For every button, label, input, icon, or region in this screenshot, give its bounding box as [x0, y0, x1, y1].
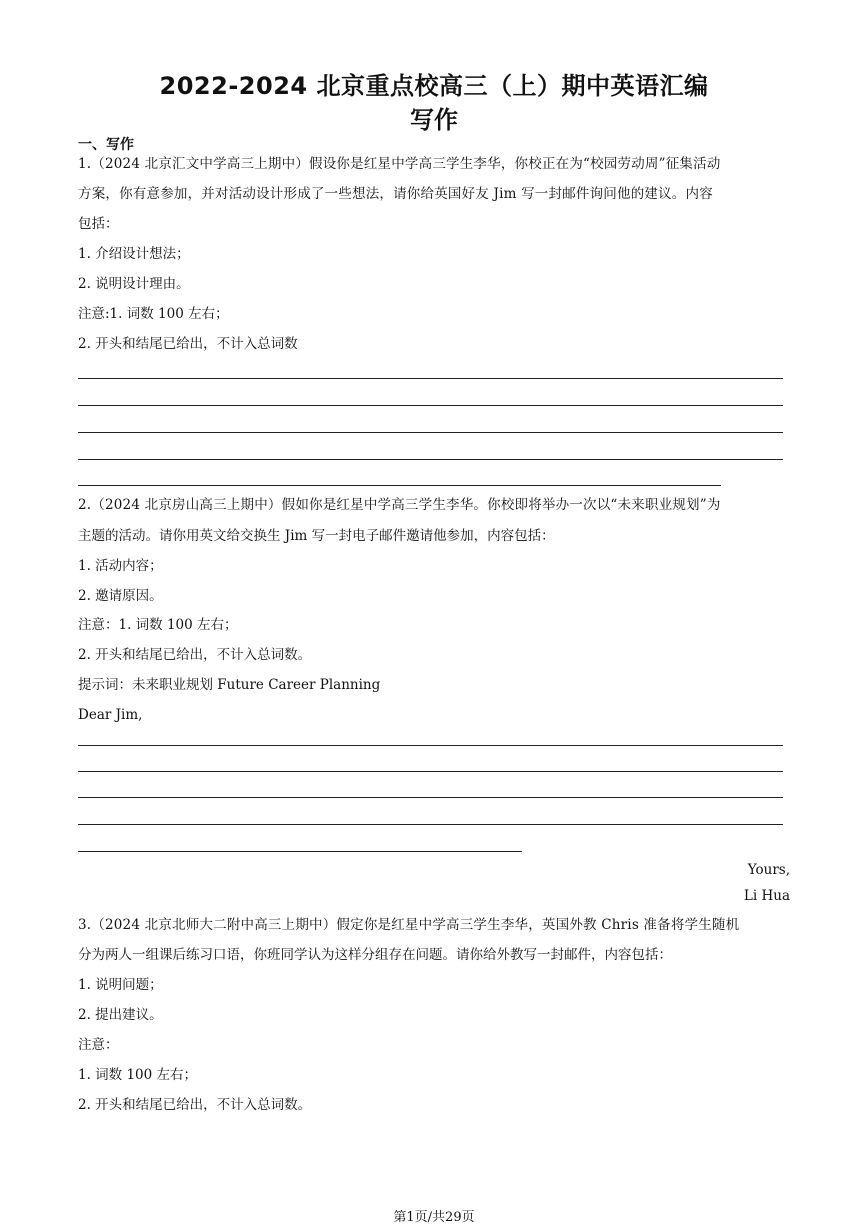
- answer-line: [78, 771, 783, 772]
- q3-line: 2. 提出建议。: [78, 1007, 163, 1023]
- answer-line: [78, 851, 522, 852]
- document-title: 2022-2024 北京重点校高三（上）期中英语汇编: [159, 72, 709, 100]
- answer-line: [78, 432, 783, 433]
- q1-line: 包括：: [78, 216, 119, 232]
- letter-signature: Li Hua: [743, 888, 790, 904]
- answer-line: [78, 378, 783, 379]
- section-heading: 一、写作: [78, 137, 134, 153]
- q1-line: 2. 说明设计理由。: [78, 276, 190, 292]
- q2-line: 注意：1. 词数 100 左右；: [78, 617, 238, 633]
- q2-line: 1. 活动内容；: [78, 558, 163, 574]
- q2-line: 2. 邀请原因。: [78, 588, 163, 604]
- q2-line: 提示词：未来职业规划 Future Career Planning: [78, 677, 381, 693]
- q3-line: 分为两人一组课后练习口语，你班同学认为这样分组存在问题。请你给外教写一封邮件，内容包括：: [78, 947, 672, 963]
- q1-line: 1.（2024 北京汇文中学高三上期中）假设你是红星中学高三学生李华，你校正在为“校园劳动周”征集活动: [78, 156, 721, 172]
- q1-line: 方案，你有意参加，并对活动设计形成了一些想法，请你给英国好友 Jim 写一封邮件询问他的建议。内容: [78, 186, 713, 202]
- q2-line: 2.（2024 北京房山高三上期中）假如你是红星中学高三学生李华。你校即将举办一次以“未来职业规划”为: [78, 497, 721, 513]
- q1-line: 2. 开头和结尾已给出，不计入总词数: [78, 336, 298, 352]
- q2-line: 主题的活动。请你用英文给交换生 Jim 写一封电子邮件邀请他参加，内容包括：: [78, 528, 555, 544]
- q3-line: 1. 词数 100 左右；: [78, 1067, 198, 1083]
- answer-line: [78, 405, 783, 406]
- q3-line: 3.（2024 北京北师大二附中高三上期中）假定你是红星中学高三学生李华，英国外教 Chris 准备将学生随机: [78, 917, 740, 933]
- page-number: 第1页/共29页: [393, 1210, 475, 1225]
- document-subtitle: 写作: [410, 106, 458, 134]
- answer-line: [78, 485, 721, 486]
- answer-line: [78, 824, 783, 825]
- q1-line: 注意:1. 词数 100 左右；: [78, 306, 229, 322]
- q2-line: Dear Jim,: [78, 707, 143, 723]
- q2-line: 2. 开头和结尾已给出，不计入总词数。: [78, 647, 312, 663]
- q3-line: 1. 说明问题；: [78, 977, 163, 993]
- q1-line: 1. 介绍设计想法；: [78, 246, 190, 262]
- letter-closing: Yours,: [747, 862, 790, 878]
- answer-line: [78, 745, 783, 746]
- q3-line: 2. 开头和结尾已给出，不计入总词数。: [78, 1097, 312, 1113]
- answer-line: [78, 797, 783, 798]
- q3-line: 注意：: [78, 1037, 119, 1053]
- answer-line: [78, 459, 783, 460]
